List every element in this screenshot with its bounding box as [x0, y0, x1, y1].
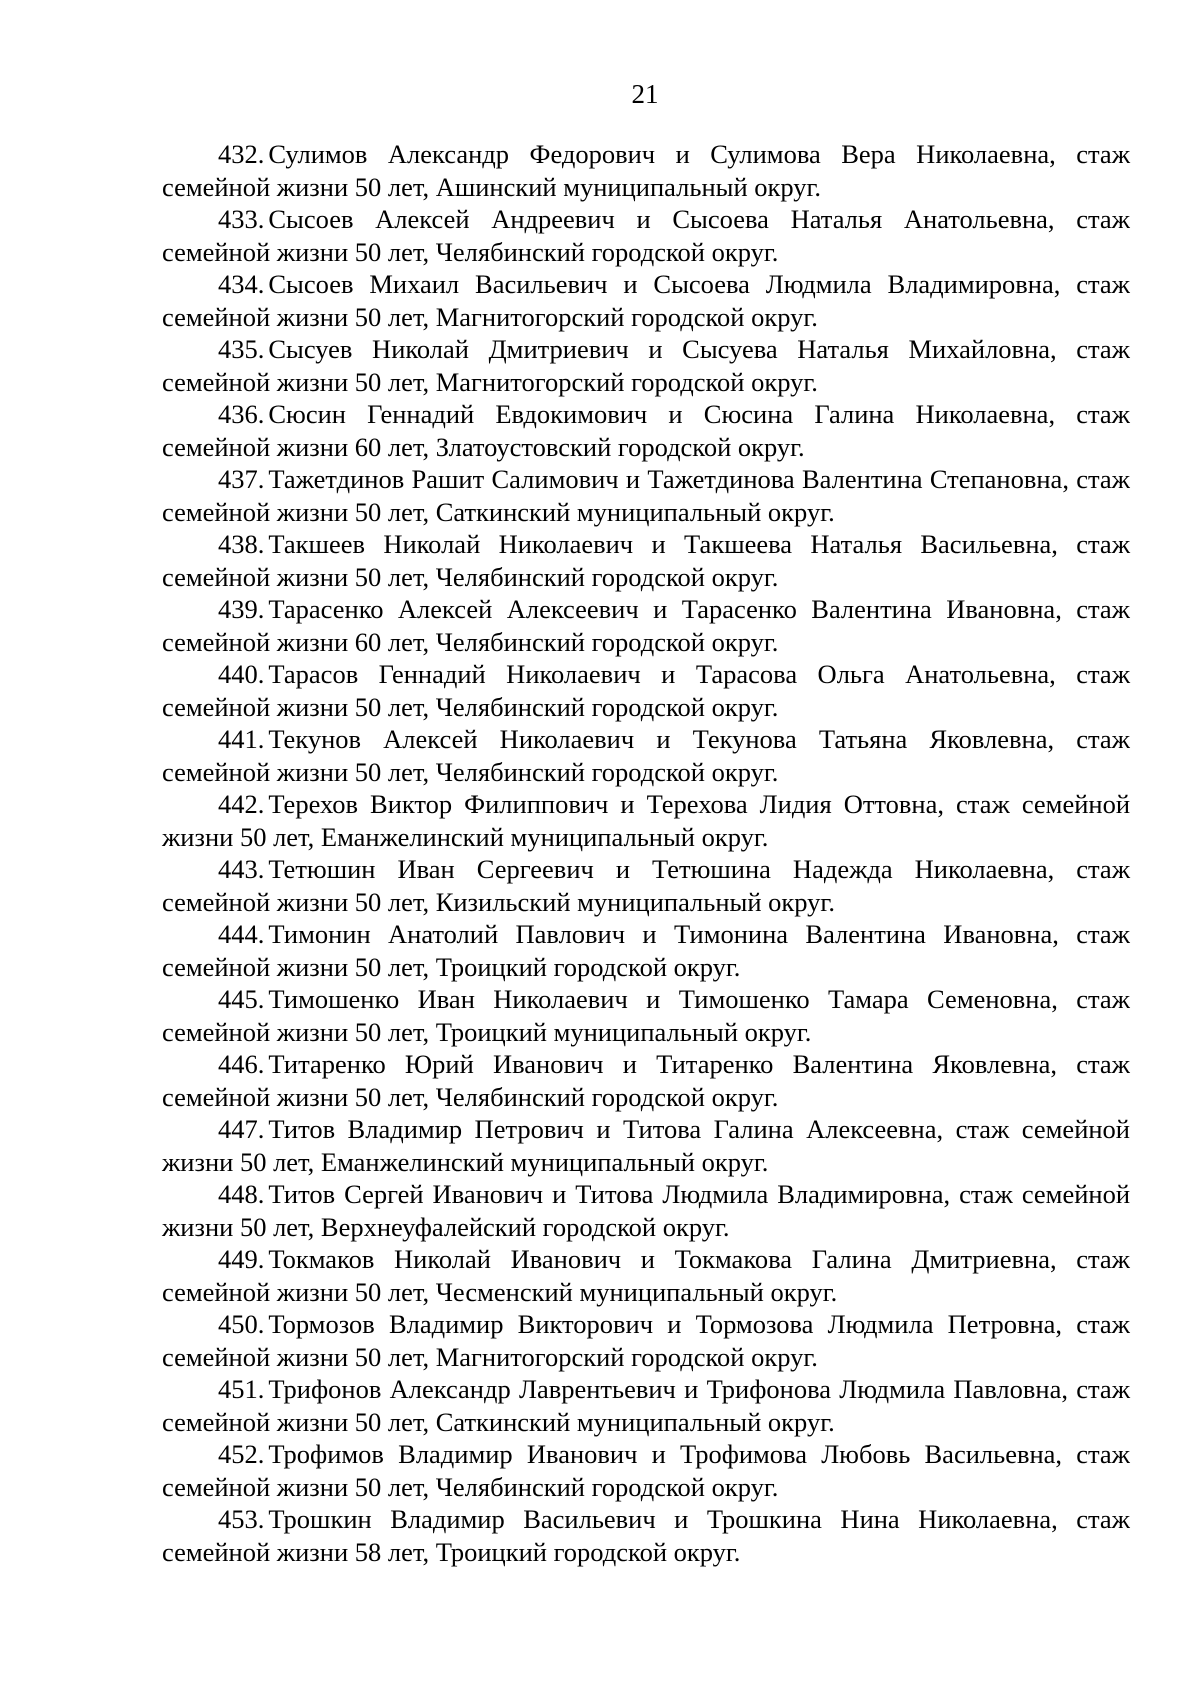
list-item	[162, 398, 1130, 463]
list-item	[162, 853, 1130, 918]
list-item-number: 436.	[218, 399, 265, 429]
list-item	[162, 1178, 1130, 1243]
list-item	[162, 723, 1130, 788]
list-item-text: Тимонин Анатолий Павлович и Тимонина Валентина Ивановна, стаж семейной жизни 50 лет, Троицкий городской округ.	[162, 919, 1130, 982]
list-item-number: 433.	[218, 204, 265, 234]
list-item-number: 444.	[218, 919, 265, 949]
list-item-text: Титов Владимир Петрович и Титова Галина Алексеевна, стаж семейной жизни 50 лет, Еманжелинский муниципальный округ.	[162, 1114, 1130, 1177]
list-item-number: 453.	[218, 1504, 265, 1534]
awardee-list	[162, 138, 1130, 1568]
list-item-number: 440.	[218, 659, 265, 689]
page-number: 21	[631, 79, 659, 109]
list-item-text: Титаренко Юрий Иванович и Титаренко Валентина Яковлевна, стаж семейной жизни 50 лет, Челябинский городской округ.	[162, 1049, 1130, 1112]
list-item-text: Трофимов Владимир Иванович и Трофимова Любовь Васильевна, стаж семейной жизни 50 лет, Челябинский городской округ.	[162, 1439, 1130, 1502]
list-item	[162, 528, 1130, 593]
list-item-number: 443.	[218, 854, 265, 884]
list-item-number: 437.	[218, 464, 265, 494]
list-item-number: 442.	[218, 789, 265, 819]
list-item	[162, 1438, 1130, 1503]
list-item-number: 446.	[218, 1049, 265, 1079]
list-item	[162, 1048, 1130, 1113]
list-item	[162, 918, 1130, 983]
list-item-number: 432.	[218, 139, 265, 169]
list-item	[162, 138, 1130, 203]
list-item-text: Сысуев Николай Дмитриевич и Сысуева Наталья Михайловна, стаж семейной жизни 50 лет, Магнитогорский городской округ.	[162, 334, 1130, 397]
list-item	[162, 1373, 1130, 1438]
list-item-number: 434.	[218, 269, 265, 299]
list-item	[162, 1113, 1130, 1178]
list-item-number: 438.	[218, 529, 265, 559]
list-item	[162, 1503, 1130, 1568]
list-item	[162, 203, 1130, 268]
list-item-text: Такшеев Николай Николаевич и Такшеева Наталья Васильевна, стаж семейной жизни 50 лет, Челябинский городской округ.	[162, 529, 1130, 592]
list-item-number: 445.	[218, 984, 265, 1014]
list-item-text: Тарасенко Алексей Алексеевич и Тарасенко Валентина Ивановна, стаж семейной жизни 60 лет, Челябинский городской округ.	[162, 594, 1130, 657]
list-item	[162, 463, 1130, 528]
list-item-number: 452.	[218, 1439, 265, 1469]
list-item-number: 451.	[218, 1374, 265, 1404]
list-item-text: Сюсин Геннадий Евдокимович и Сюсина Галина Николаевна, стаж семейной жизни 60 лет, Златоустовский городской округ.	[162, 399, 1130, 462]
list-item	[162, 788, 1130, 853]
list-item-text: Сулимов Александр Федорович и Сулимова Вера Николаевна, стаж семейной жизни 50 лет, Ашинский муниципальный округ.	[162, 139, 1130, 202]
list-item	[162, 1308, 1130, 1373]
list-item-text: Трошкин Владимир Васильевич и Трошкина Нина Николаевна, стаж семейной жизни 58 лет, Троицкий городской округ.	[162, 1504, 1130, 1567]
list-item	[162, 333, 1130, 398]
list-item-text: Титов Сергей Иванович и Титова Людмила Владимировна, стаж семейной жизни 50 лет, Верхнеуфалейский городской округ.	[162, 1179, 1130, 1242]
list-item-text: Текунов Алексей Николаевич и Текунова Татьяна Яковлевна, стаж семейной жизни 50 лет, Челябинский городской округ.	[162, 724, 1130, 787]
list-item	[162, 593, 1130, 658]
list-item	[162, 658, 1130, 723]
list-item-text: Тажетдинов Рашит Салимович и Тажетдинова Валентина Степановна, стаж семейной жизни 50 лет, Саткинский муниципальный округ.	[162, 464, 1130, 527]
list-item-number: 447.	[218, 1114, 265, 1144]
list-item-text: Терехов Виктор Филиппович и Терехова Лидия Оттовна, стаж семейной жизни 50 лет, Еманжелинский муниципальный округ.	[162, 789, 1130, 852]
list-item-text: Токмаков Николай Иванович и Токмакова Галина Дмитриевна, стаж семейной жизни 50 лет, Чесменский муниципальный округ.	[162, 1244, 1130, 1307]
list-item-number: 450.	[218, 1309, 265, 1339]
list-item-text: Сысоев Алексей Андреевич и Сысоева Наталья Анатольевна, стаж семейной жизни 50 лет, Челябинский городской округ.	[162, 204, 1130, 267]
list-item-text: Сысоев Михаил Васильевич и Сысоева Людмила Владимировна, стаж семейной жизни 50 лет, Магнитогорский городской округ.	[162, 269, 1130, 332]
list-item-number: 435.	[218, 334, 265, 364]
list-item	[162, 268, 1130, 333]
list-item	[162, 1243, 1130, 1308]
list-item-text: Тормозов Владимир Викторович и Тормозова Людмила Петровна, стаж семейной жизни 50 лет, Магнитогорский городской округ.	[162, 1309, 1130, 1372]
list-item-text: Тарасов Геннадий Николаевич и Тарасова Ольга Анатольевна, стаж семейной жизни 50 лет, Челябинский городской округ.	[162, 659, 1130, 722]
list-item-number: 439.	[218, 594, 265, 624]
list-item	[162, 983, 1130, 1048]
list-item-number: 441.	[218, 724, 265, 754]
list-item-number: 448.	[218, 1179, 265, 1209]
list-item-text: Тимошенко Иван Николаевич и Тимошенко Тамара Семеновна, стаж семейной жизни 50 лет, Троицкий муниципальный округ.	[162, 984, 1130, 1047]
list-item-text: Тетюшин Иван Сергеевич и Тетюшина Надежда Николаевна, стаж семейной жизни 50 лет, Кизильский муниципальный округ.	[162, 854, 1130, 917]
list-item-number: 449.	[218, 1244, 265, 1274]
list-item-text: Трифонов Александр Лаврентьевич и Трифонова Людмила Павловна, стаж семейной жизни 50 лет, Саткинский муниципальный округ.	[162, 1374, 1130, 1437]
